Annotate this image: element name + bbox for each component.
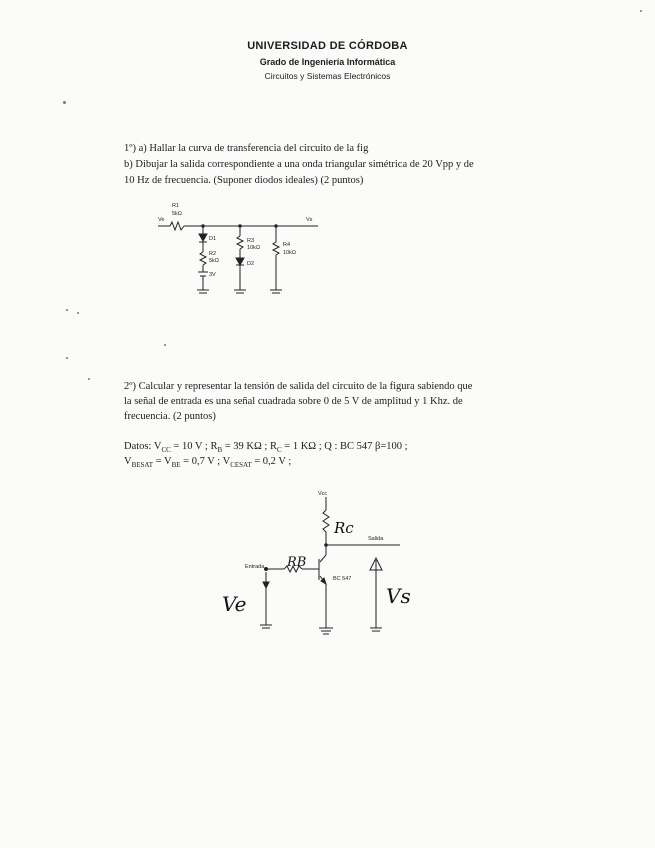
rc-label: Rc bbox=[334, 519, 354, 537]
scan-speck bbox=[88, 378, 90, 380]
source-label: 3V bbox=[209, 272, 216, 278]
scan-speck bbox=[640, 10, 642, 12]
rb-label: RB bbox=[287, 555, 307, 570]
r4-value: 10kΩ bbox=[283, 250, 296, 256]
q1-line2: b) Dibujar la salida correspondiente a una onda triangular simétrica de 20 Vpp y de bbox=[124, 159, 474, 170]
data-line2: $V_{BESAT} = V_{BE} = 0,7$ V ; $V_{CESAT} = 0,2$ V ; bbox=[124, 456, 292, 470]
data-line1: Datos: $V_{CC} = 10$ V ; $R_B = 39$ KΩ ; $R_C = 1$ KΩ ; Q : BC 547 β=100 ; bbox=[124, 441, 408, 455]
r2-value: 5kΩ bbox=[209, 258, 219, 264]
transistor-label: BC 547 bbox=[333, 576, 352, 582]
q2-line2: la señal de entrada es una señal cuadrada sobre 0 de 5 V de amplitud y 1 Khz. de bbox=[124, 396, 463, 407]
degree-title: Grado de Ingeniería Informática bbox=[259, 57, 396, 67]
university-title: UNIVERSIDAD DE CÓRDOBA bbox=[247, 40, 408, 52]
scan-speck bbox=[63, 101, 66, 104]
scan-speck bbox=[77, 312, 79, 314]
r1-label: R1 bbox=[172, 203, 180, 209]
q1-line3: 10 Hz de frecuencia. (Suponer diodos ideales) (2 puntos) bbox=[124, 175, 364, 186]
r1-value: 5kΩ bbox=[172, 211, 182, 217]
vs-label: Vs bbox=[386, 584, 411, 608]
r4-label: R4 bbox=[283, 242, 291, 248]
r2-label: R2 bbox=[209, 251, 217, 257]
ve-label: Ve bbox=[222, 592, 247, 616]
course-title: Circuitos y Sistemas Electrónicos bbox=[264, 71, 391, 81]
q2-line1: 2º) Calcular y representar la tensión de salida del circuito de la figura sabiendo que bbox=[124, 381, 473, 392]
r3-value: 10kΩ bbox=[247, 245, 260, 251]
d1-label: D1 bbox=[209, 236, 217, 242]
output-label: Salida bbox=[368, 536, 384, 542]
input-label: Entrada bbox=[245, 564, 265, 570]
scan-speck bbox=[164, 344, 166, 346]
q1-line1: 1º) a) Hallar la curva de transferencia del circuito de la fig bbox=[124, 143, 369, 154]
q2-line3: frecuencia. (2 puntos) bbox=[124, 411, 216, 422]
d2-label: D2 bbox=[247, 261, 255, 267]
vcc-label: Vcc bbox=[318, 491, 328, 497]
r3-label: R3 bbox=[247, 238, 255, 244]
vin-label: Ve bbox=[158, 217, 165, 223]
scan-speck bbox=[66, 309, 68, 311]
scan-speck bbox=[66, 357, 68, 359]
vout-label: Vs bbox=[306, 217, 313, 223]
